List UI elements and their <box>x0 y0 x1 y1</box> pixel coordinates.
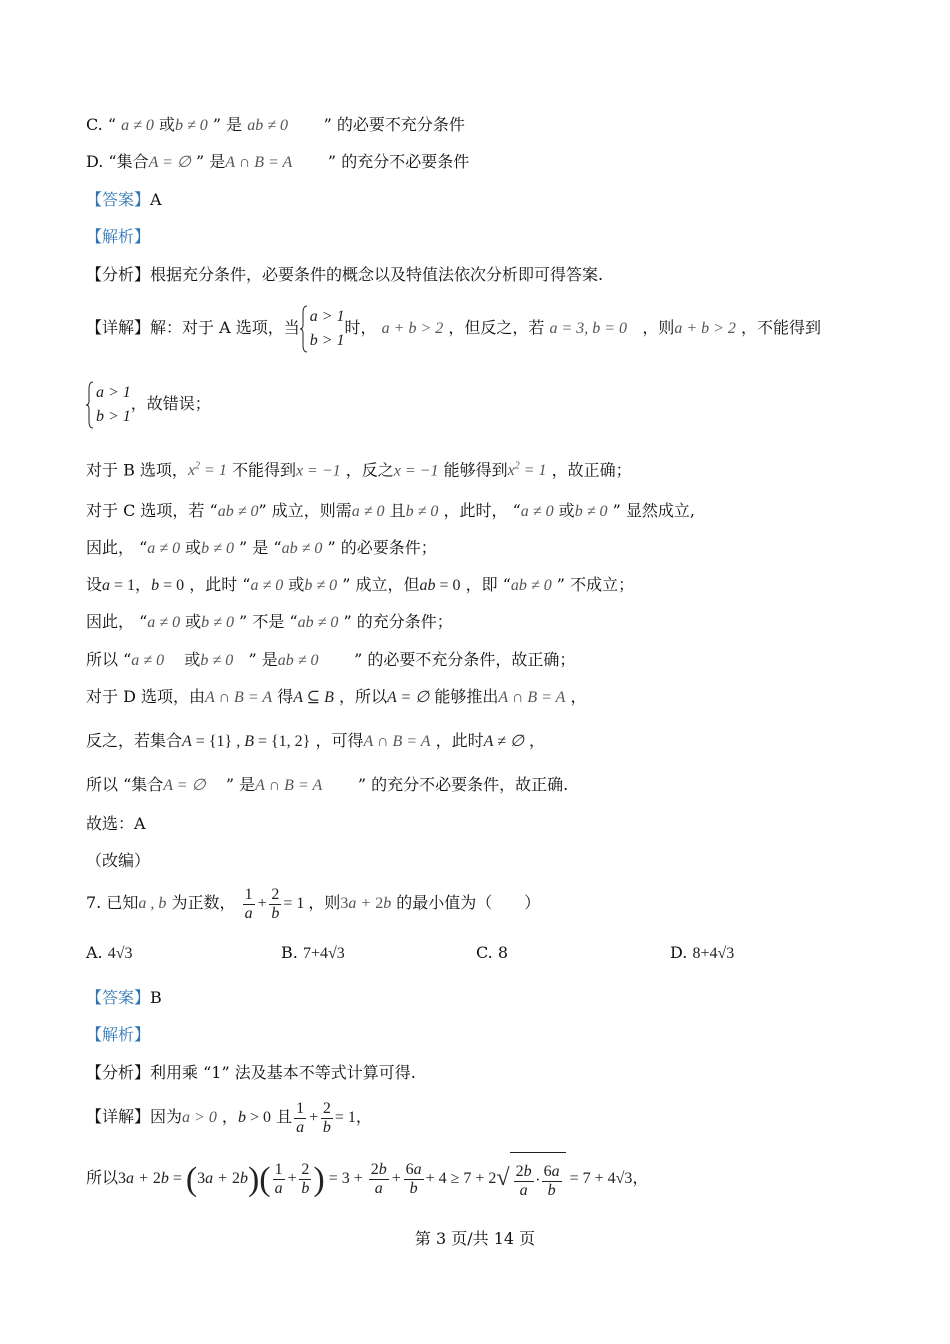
math: b ≠ 0 <box>175 117 208 134</box>
text: ，所以 <box>338 687 387 706</box>
option-label: A. <box>86 943 103 962</box>
text: ” 显然成立, <box>612 501 695 520</box>
answer-label: 【答案】 <box>86 988 151 1007</box>
math: A ∩ B = A <box>498 689 566 706</box>
math: b ≠ 0 <box>200 652 234 669</box>
math: a = 3, b = 0 <box>549 320 628 337</box>
text: 反之，若集合 <box>86 731 183 750</box>
math: b ≠ 0 <box>405 503 439 520</box>
math: b ≠ 0 <box>201 540 234 557</box>
option-d-line <box>86 151 469 174</box>
math: ab ≠ 0 <box>217 503 259 520</box>
math: A ∩ B = A <box>205 689 273 706</box>
text: ，则 <box>642 318 675 337</box>
text: ， <box>528 731 545 750</box>
text: 对于 B 选项， <box>86 460 188 480</box>
text: ， <box>632 1168 649 1188</box>
math: 3a + 2b <box>340 895 392 912</box>
text: ” 是 <box>248 650 278 669</box>
math: a ≠ 0 <box>147 614 181 631</box>
math: b = 0 <box>151 577 185 594</box>
math: a , b <box>138 895 167 912</box>
text: 解：对于 A 选项，当 <box>150 318 300 337</box>
math: ab = 0 <box>419 577 461 594</box>
text: 的最小值为（ ） <box>396 893 541 912</box>
analysis-label-2: 【解析】 <box>86 1025 151 1044</box>
text: 或 <box>185 538 202 557</box>
math: A ∩ B = A <box>225 154 293 171</box>
text: 因此， “ <box>86 538 148 557</box>
text: ， <box>135 575 152 594</box>
detail-1b <box>86 376 211 432</box>
text: 设 <box>86 575 103 594</box>
option-expr: 8+4√3 <box>692 945 735 962</box>
text: 所以 “ <box>86 650 132 669</box>
text: 或 <box>159 115 176 134</box>
text: ，此时， “ <box>443 501 521 520</box>
text: 且 <box>276 1107 293 1126</box>
text: 利用乘 “1” 法及基本不等式计算可得. <box>150 1063 416 1082</box>
text: ” 的必要不充分条件 <box>323 115 465 134</box>
text: 所以 <box>86 1168 119 1188</box>
text: C. “ <box>86 115 117 134</box>
answer-2 <box>86 987 162 1009</box>
math: x = −1 <box>295 462 341 480</box>
line-c2 <box>86 500 695 523</box>
math: ab ≠ 0 <box>281 540 323 557</box>
text: 能够推出 <box>434 687 499 706</box>
text: ， <box>221 1107 238 1126</box>
text: ” 是 “ <box>239 538 282 557</box>
line-c3 <box>86 537 437 560</box>
math: A ≠ ∅ <box>483 733 524 750</box>
math: A ⊆ B <box>293 689 334 706</box>
text: 根据充分条件，必要条件的概念以及特值法依次分析即可得答案. <box>150 265 604 284</box>
text: ，此时 <box>435 731 484 750</box>
text: ，即 “ <box>465 575 511 594</box>
text: 因为 <box>150 1107 183 1126</box>
math: a ≠ 0 <box>520 503 554 520</box>
line-b <box>86 456 632 482</box>
label: 【详解】 <box>86 318 151 337</box>
text: ，故错误； <box>130 394 211 413</box>
math: ab ≠ 0 <box>247 117 289 134</box>
answer-label: 【答案】 <box>86 190 151 209</box>
math: a ≠ 0 <box>250 577 284 594</box>
question-7 <box>86 880 540 927</box>
q7-option-c[interactable] <box>476 942 508 964</box>
text: ” 不是 “ <box>239 612 298 631</box>
math: a + b > 2 <box>674 320 736 337</box>
text: ” 成立，但 <box>342 575 420 594</box>
math: 3a + 2b = (3a + 2b)( $\frac{1}{a}$ + $\frac{2}{b}$ ) = 3 + $\frac{2b}{a}$ + $\frac{6a}{b}$ + 4 ≥ 7 + 2√ $\frac{2b}{a}$ · $\frac{6a}{b}$ = 7 + 4√3 <box>118 1170 632 1187</box>
text: ，但反之，若 <box>448 318 545 337</box>
answer-1 <box>86 189 162 211</box>
math: A = ∅ <box>387 689 430 706</box>
text: D. “集合 <box>86 152 149 171</box>
text: ，反之 <box>345 460 394 480</box>
text: 或 <box>185 612 202 631</box>
option-expr: 4√3 <box>107 945 133 962</box>
line-d3 <box>86 730 545 753</box>
text: 或 <box>558 501 575 520</box>
text: ，则 <box>308 893 341 912</box>
math: a + b > 2 <box>381 320 444 337</box>
analysis-2 <box>86 1062 416 1084</box>
math: ab ≠ 0 <box>297 614 339 631</box>
line-d2 <box>86 686 587 709</box>
text: ” 的充分不必要条件，故正确. <box>357 775 569 794</box>
system-brace: a > 1 b > 1 <box>86 381 131 429</box>
text: ，此时 “ <box>189 575 251 594</box>
math: $\frac{1}{a}$ + $\frac{2}{b}$ = 1 <box>244 885 305 922</box>
text: ，故正确； <box>551 460 632 480</box>
text: ，可得 <box>315 731 364 750</box>
option-expr: 8 <box>497 943 509 962</box>
text: 或 <box>184 650 201 669</box>
detail-2 <box>86 1094 372 1141</box>
text: ， <box>570 687 587 706</box>
text: 所以 “集合 <box>86 775 164 794</box>
math: ab ≠ 0 <box>510 577 552 594</box>
text: ” 的必要条件； <box>327 538 437 557</box>
option-label: D. <box>670 943 688 962</box>
text: 7. 已知 <box>86 893 139 912</box>
analysis-1 <box>86 264 603 286</box>
final-derivation <box>86 1150 648 1209</box>
answer-value: A <box>150 190 162 209</box>
analysis-label-1: 【解析】 <box>86 227 151 246</box>
text: ” 是 <box>212 115 243 134</box>
text: ” 的充分不必要条件 <box>327 152 470 171</box>
text: ” 的充分条件； <box>343 612 453 631</box>
option-c-line <box>86 114 465 137</box>
math: a ≠ 0 <box>147 540 181 557</box>
math: a ≠ 0 <box>351 503 385 520</box>
math: A = {1} , B = {1, 2} <box>182 733 311 750</box>
q7-option-a[interactable] <box>86 942 133 965</box>
math: a = 1 <box>102 577 136 594</box>
text: 对于 C 选项，若 “ <box>86 501 218 520</box>
math: A ∩ B = A <box>363 733 431 750</box>
text: ” 是 <box>225 775 256 794</box>
math: A ∩ B = A <box>255 777 323 794</box>
label: 【详解】 <box>86 1107 151 1126</box>
adapted-note: （改编） <box>86 851 151 870</box>
math: a > 0 <box>182 1109 217 1126</box>
text: 或 <box>288 575 305 594</box>
text: ” 的必要不充分条件，故正确； <box>354 650 576 669</box>
text: 因此， “ <box>86 612 148 631</box>
math: b ≠ 0 <box>201 614 234 631</box>
line-c6 <box>86 649 575 672</box>
text: 得 <box>277 687 294 706</box>
detail-1 <box>86 300 821 357</box>
choose-1: 故选：A <box>86 814 146 833</box>
text: ” 是 <box>195 152 226 171</box>
option-label: B. <box>281 943 298 962</box>
math: b > 0 <box>237 1109 271 1126</box>
text: 且 <box>389 501 406 520</box>
text: ” 不成立； <box>556 575 635 594</box>
text: 对于 D 选项，由 <box>86 687 206 706</box>
label: 【分析】 <box>86 265 151 284</box>
math: $x^2 = 1$ <box>187 461 227 480</box>
math: a ≠ 0 <box>131 652 165 669</box>
line-c4 <box>86 574 634 597</box>
option-expr: 7+4√3 <box>302 945 345 962</box>
text: ， <box>355 1107 372 1126</box>
text: ，不能得到 <box>741 318 822 337</box>
math: $x^2 = 1$ <box>507 461 547 480</box>
text: 时， <box>344 318 377 337</box>
page-footer: 第 3 页/共 14 页 <box>414 1229 536 1248</box>
text: 不能得到 <box>231 460 296 480</box>
q7-option-b[interactable] <box>281 942 345 965</box>
math: b ≠ 0 <box>304 577 338 594</box>
line-c5 <box>86 611 453 634</box>
math: A = ∅ <box>163 777 206 794</box>
label: 【分析】 <box>86 1063 151 1082</box>
system-brace: a > 1 b > 1 <box>300 305 345 353</box>
q7-option-d[interactable] <box>670 942 734 965</box>
math: $\frac{1}{a}$ + $\frac{2}{b}$ = 1 <box>296 1099 356 1136</box>
text: 为正数， <box>171 893 236 912</box>
text: ” 成立，则需 <box>258 501 352 520</box>
math: x = −1 <box>393 462 439 480</box>
text: 能够得到 <box>443 460 508 480</box>
math: b ≠ 0 <box>574 503 608 520</box>
line-d4 <box>86 774 568 797</box>
math: ab ≠ 0 <box>277 652 319 669</box>
answer-value: B <box>150 988 162 1007</box>
math: A = ∅ <box>148 154 191 171</box>
math: a ≠ 0 <box>121 117 154 134</box>
option-label: C. <box>476 943 493 962</box>
